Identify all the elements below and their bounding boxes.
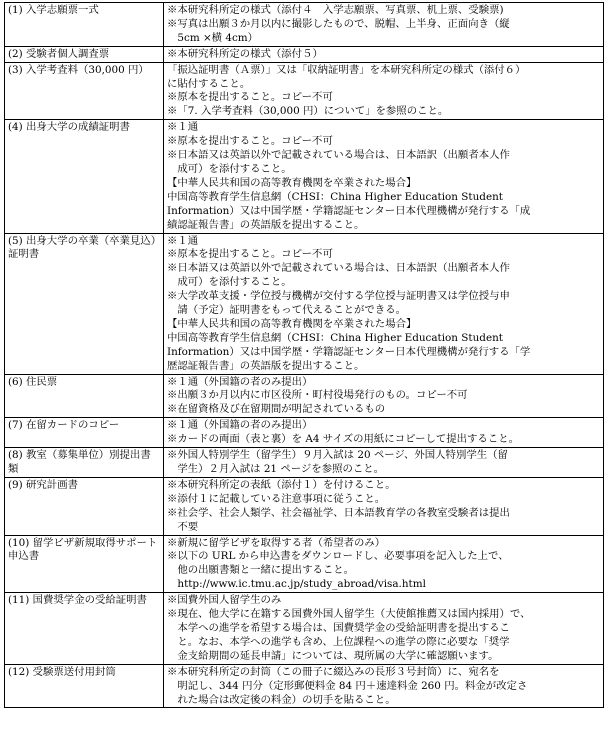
document-requirements (164, 120, 604, 233)
document-requirements (164, 477, 604, 535)
table-row (5, 233, 604, 374)
requirement-line: ※１通 (167, 121, 199, 134)
requirement-line: ※本研究科所定の様式（添付４ 入学志願票、写真票、机上票、受験票) (167, 4, 504, 16)
requirement-line: ※出願３か月以内に市区役所・町村役場発行のもの。コピー不可 (167, 389, 468, 402)
requirement-line: ※原本を提出すること。コピー不可 (167, 91, 333, 104)
document-label: (10) 留学ビザ新規取得サポート申込書 (5, 535, 164, 593)
requirement-line: ※本研究科所定の封筒（この冊子に綴込みの長形３号封筒）に、宛名を (167, 665, 500, 678)
document-label: (7) 在留カードのコピー (5, 418, 164, 448)
requirement-line: ※本研究科所定の様式（添付５） (167, 47, 323, 60)
requirement-line: ※１通（外国籍の者のみ提出） (167, 419, 313, 432)
document-label: (1) 入学志願票一式 (5, 3, 164, 47)
documents-table-body (5, 3, 604, 708)
document-label: (3) 入学考査料（30,000 円） (5, 62, 164, 120)
requirement-line: に貼付すること。 (167, 77, 251, 90)
document-label: (5) 出身大学の卒業（卒業見込）証明書 (5, 233, 164, 374)
requirement-line: 他の出願書類と一緒に提出すること。 (167, 564, 355, 577)
requirement-line: ※原本を提出すること。コピー不可 (167, 248, 333, 261)
table-row (5, 448, 604, 478)
requirement-line: 歴認証報告書」の英語版を提出すること。 (167, 359, 365, 372)
requirement-line: 中国高等教育学生信息網（CHSI：China Higher Education Student (167, 190, 503, 203)
document-requirements (164, 374, 604, 418)
document-requirements (164, 448, 604, 478)
requirement-line: 【中華人民共和国の高等教育機関を卒業された場合】 (167, 317, 417, 330)
requirement-line: ※「7. 入学考査料（30,000 円）について」を参照のこと。 (167, 105, 449, 118)
requirement-line: 金支給期間の延長申請」については、現所属の大学に確認願います。 (167, 649, 499, 662)
requirement-line: ※国費外国人留学生のみ (167, 594, 282, 607)
document-requirements (164, 62, 604, 120)
document-requirements (164, 3, 604, 47)
documents-table (4, 2, 604, 708)
requirement-line: 5cm ×横 4cm） (167, 31, 259, 44)
requirement-line: ※本研究科所定の表紙（添付１）を付けること。 (167, 478, 396, 491)
requirement-line: 学生）２月入試は 21 ページを参照のこと。 (167, 463, 385, 475)
requirement-line: ※新規に留学ビザを取得する者（希望者のみ） (167, 536, 386, 549)
requirement-line: れた場合は改定後の料金）の切手を貼ること。 (167, 693, 396, 706)
requirement-line: 【中華人民共和国の高等教育機関を卒業された場合】 (167, 176, 417, 189)
requirement-line: Information）又は中国学歴・学籍認証センター日本代理機構が発行する「学 (167, 345, 531, 358)
requirement-line: 本学への進学を希望する場合は、国費奨学金の受給証明書を提出するこ (167, 621, 510, 634)
requirement-line: ※日本語又は英語以外で記載されている場合は、日本語訳（出願者本人作 (167, 149, 510, 162)
requirement-line: ※以下の URL から申込書をダウンロードし、必要事項を記入した上で、 (167, 550, 509, 563)
document-requirements (164, 535, 604, 593)
requirement-line: http://www.ic.tmu.ac.jp/study_abroad/visa.html (167, 578, 426, 591)
requirement-line: と。なお、本学への進学も含め、上位課程への進学の際に必要な「奨学 (167, 635, 510, 648)
requirement-line: ※原本を提出すること。コピー不可 (167, 135, 333, 148)
requirement-line: ※社会学、社会人類学、社会福祉学、日本語教育学の各教室受験者は提出 (167, 506, 510, 519)
document-requirements (164, 664, 604, 708)
table-row (5, 593, 604, 665)
requirement-line: ※写真は出願３か月以内に撮影したもので、脱帽、上半身、正面向き（縦 (167, 17, 510, 30)
requirement-line: ※１通 (167, 234, 199, 247)
requirement-line: 成可）を添付すること。 (167, 276, 292, 289)
table-row (5, 418, 604, 448)
requirement-line: ※カードの両面（表と裏）を A4 サイズの用紙にコピーして提出すること。 (167, 433, 519, 446)
requirement-line: 中国高等教育学生信息網（CHSI：China Higher Education Student (167, 331, 503, 344)
document-label: (8) 教室（募集単位）別提出書類 (5, 448, 164, 478)
table-row (5, 477, 604, 535)
table-row (5, 120, 604, 233)
table-row (5, 62, 604, 120)
table-row (5, 3, 604, 47)
requirement-line: ※現在、他大学に在籍する国費外国人留学生（大使館推薦又は国内採用）で、 (167, 608, 531, 621)
requirement-line: 不要 (167, 520, 199, 533)
document-requirements (164, 233, 604, 374)
requirement-line: ※外国人特別学生（留学生）９月入試は 20 ページ、外国人特別学生（留 (167, 449, 508, 462)
document-label: (9) 研究計画書 (5, 477, 164, 535)
requirement-line: ※添付１に記載している注意事項に従うこと。 (167, 492, 386, 505)
document-label: (11) 国費奨学金の受給証明書 (5, 593, 164, 665)
table-row (5, 46, 604, 62)
table-row (5, 535, 604, 593)
requirement-line: 績認証報告書」の英語版を提出すること。 (167, 218, 365, 231)
requirement-line: 明記し、344 円分（定形郵便料金 84 円＋速達料金 260 円。料金が改定さ (167, 679, 528, 692)
document-label: (4) 出身大学の成績証明書 (5, 120, 164, 233)
requirement-line: Information）又は中国学歴・学籍認証センター日本代理機構が発行する「成 (167, 204, 531, 217)
requirement-line: ※１通（外国籍の者のみ提出） (167, 375, 313, 388)
requirement-line: 請（予定）証明書をもって代えることができる。 (167, 304, 406, 317)
document-label: (2) 受験者個人調査票 (5, 46, 164, 62)
requirement-line: ※大学改革支援・学位授与機構が交付する学位授与証明書又は学位授与申 (167, 290, 510, 303)
requirement-line: ※日本語又は英語以外で記載されている場合は、日本語訳（出願者本人作 (167, 262, 510, 275)
document-label: (6) 住民票 (5, 374, 164, 418)
document-requirements (164, 593, 604, 665)
document-requirements (164, 418, 604, 448)
requirement-line: 成可）を添付すること。 (167, 162, 292, 175)
requirement-line: 「振込証明書（Ａ票）」又は「収納証明書」を本研究科所定の様式（添付６） (167, 63, 526, 76)
table-row (5, 664, 604, 708)
document-requirements (164, 46, 604, 62)
requirement-line: ※在留資格及び在留期間が明記されているもの (167, 403, 386, 416)
table-row (5, 374, 604, 418)
document-label: (12) 受験票送付用封筒 (5, 664, 164, 708)
